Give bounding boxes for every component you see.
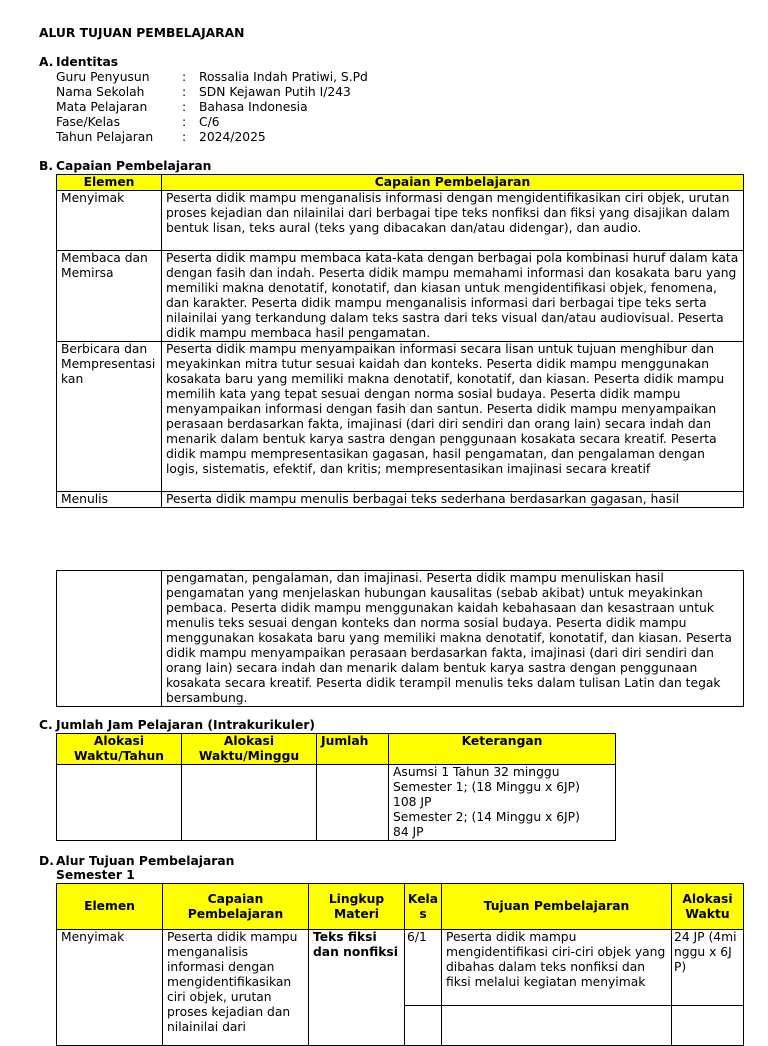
table-header-row xyxy=(57,175,744,191)
identity-label: Guru Penyusun xyxy=(56,70,150,84)
column-header-alokasi-minggu: Alokasi Waktu/Minggu xyxy=(182,734,317,765)
section-d-title: Alur Tujuan Pembelajaran xyxy=(56,854,235,868)
cell-tujuan: Peserta didik mampu mengidentifikasi ciri-ciri objek yang dibahas dalam teks nonfiksi dan fiksi melalui kegiatan menyimak xyxy=(442,930,672,1006)
section-b-title: Capaian Pembelajaran xyxy=(56,159,212,173)
cell-capaian: Peserta didik mampu menganalisis informasi dengan mengidentifikasikan ciri objek, urutan proses kejadian dan nilainilai dari xyxy=(163,930,309,1046)
table-row xyxy=(57,191,744,251)
cell-alokasi-minggu xyxy=(182,765,317,841)
table-row xyxy=(57,251,744,342)
section-a-title: Identitas xyxy=(56,55,119,69)
identity-separator: : xyxy=(182,100,187,114)
identity-row xyxy=(56,130,368,145)
section-c-title: Jumlah Jam Pelajaran (Intrakurikuler) xyxy=(56,718,316,732)
column-header-keterangan: Keterangan xyxy=(389,734,616,765)
keterangan-line: 108 JP xyxy=(393,795,432,809)
jam-pelajaran-table xyxy=(56,733,616,841)
identity-row xyxy=(56,70,368,85)
cell-lingkup: Teks fiksi dan nonfiksi xyxy=(309,930,405,1046)
cell-capaian: Peserta didik mampu menyampaikan informasi secara lisan untuk tujuan menghibur dan meyakinkan mitra tutur sesuai kaidah dan konteks. Peserta didik mampu menggunakan kosakata baru yang memiliki makna denotatif, konotatif, dan kiasan. Peserta didik mampu memilih kata yang tepat sesuai dengan norma sosial budaya. Peserta didik mampu menyampaikan informasi dengan fasih dan santun. Peserta didik mampu menyampaikan perasaan berdasarkan fakta, imajinasi (dari diri sendiri dan orang lain) secara indah dan menarik dalam bentuk karya sastra dengan penggunaan kosakata secara kreatif. Peserta didik mampu mempresentasikan gagasan, hasil pengamatan, dan pengalaman dengan logis, sistematis, efektif, dan kritis; mempresentasikan imajinasi secara kreatif xyxy=(162,342,744,492)
identity-separator: : xyxy=(182,85,187,99)
cell-alokasi-tahun xyxy=(57,765,182,841)
column-header-elemen: Elemen xyxy=(57,175,162,191)
identity-list xyxy=(56,70,368,145)
cell-tujuan-empty xyxy=(442,1006,672,1046)
cell-elemen: Menyimak xyxy=(57,191,162,251)
column-header-capaian: Capaian Pembelajaran xyxy=(163,884,309,930)
cell-alokasi: 24 JP (4minggu x 6JP) xyxy=(672,930,744,1006)
identity-label: Nama Sekolah xyxy=(56,85,145,99)
cell-kelas: 6/1 xyxy=(405,930,442,1006)
column-header-capaian: Capaian Pembelajaran xyxy=(162,175,744,191)
column-header-kelas: Kelas xyxy=(405,884,442,930)
cell-elemen: Menulis xyxy=(57,492,162,508)
keterangan-line: Semester 2; (14 Minggu x 6JP) xyxy=(393,810,580,824)
identity-row xyxy=(56,115,368,130)
identity-value: SDN Kejawan Putih I/243 xyxy=(199,85,351,99)
section-b-letter: B. xyxy=(39,159,54,173)
capaian-table-continuation xyxy=(56,570,744,707)
alur-tujuan-table xyxy=(56,883,744,1046)
table-header-row xyxy=(57,734,616,765)
cell-capaian: pengamatan, pengalaman, dan imajinasi. Peserta didik mampu menuliskan hasil pengamatan yang menjelaskan hubungan kausalitas (sebab akibat) untuk meyakinkan pembaca. Peserta didik mampu menggunakan kaidah kebahasaan dan kesastraan untuk menulis teks sesuai dengan konteks dan norma sosial budaya. Peserta didik mampu menggunakan kosakata baru yang memiliki makna denotatif, konotatif, dan kiasan. Peserta didik mampu menyampaikan perasaan berdasarkan fakta, imajinasi (dari diri sendiri dan orang lain) secara indah dan menarik dalam bentuk karya sastra dengan penggunaan kosakata secara kreatif. Peserta didik terampil menulis teks dalam tulisan Latin dan tegak bersambung. xyxy=(162,571,744,707)
cell-keterangan xyxy=(389,765,616,841)
cell-elemen: Membaca dan Memirsa xyxy=(57,251,162,342)
cell-kelas-empty xyxy=(405,1006,442,1046)
identity-row xyxy=(56,100,368,115)
identity-value: Rossalia Indah Pratiwi, S.Pd xyxy=(199,70,368,84)
document-title: ALUR TUJUAN PEMBELAJARAN xyxy=(39,26,245,40)
table-row xyxy=(57,930,744,1006)
cell-alokasi-empty xyxy=(672,1006,744,1046)
column-header-alokasi: Alokasi Waktu xyxy=(672,884,744,930)
cell-capaian: Peserta didik mampu menganalisis informasi dengan mengidentifikasikan ciri objek, urutan proses kejadian dan nilainilai dari berbagai tipe teks nonfiksi dan fiksi yang disajikan dalam bentuk lisan, teks aural (teks yang dibacakan dan/atau didengar), dan audio. xyxy=(162,191,744,251)
section-c-letter: C. xyxy=(39,718,53,732)
identity-value: 2024/2025 xyxy=(199,130,266,144)
table-row xyxy=(57,571,744,707)
identity-separator: : xyxy=(182,115,187,129)
keterangan-line: Semester 1; (18 Minggu x 6JP) xyxy=(393,780,580,794)
identity-label: Fase/Kelas xyxy=(56,115,120,129)
identity-value: Bahasa Indonesia xyxy=(199,100,308,114)
table-row xyxy=(57,765,616,841)
column-header-tujuan: Tujuan Pembelajaran xyxy=(442,884,672,930)
cell-jumlah xyxy=(317,765,389,841)
column-header-alokasi-tahun: Alokasi Waktu/Tahun xyxy=(57,734,182,765)
identity-label: Tahun Pelajaran xyxy=(56,130,154,144)
identity-value: C/6 xyxy=(199,115,220,129)
identity-row xyxy=(56,85,368,100)
cell-elemen: Berbicara dan Mempresentasikan xyxy=(57,342,162,492)
identity-separator: : xyxy=(182,130,187,144)
cell-capaian: Peserta didik mampu menulis berbagai teks sederhana berdasarkan gagasan, hasil xyxy=(162,492,744,508)
keterangan-line: Asumsi 1 Tahun 32 minggu xyxy=(393,765,560,779)
table-row xyxy=(57,342,744,492)
column-header-elemen: Elemen xyxy=(57,884,163,930)
section-a-letter: A. xyxy=(39,55,54,69)
section-d-subtitle: Semester 1 xyxy=(56,868,135,882)
section-d-letter: D. xyxy=(39,854,54,868)
cell-capaian: Peserta didik mampu membaca kata-kata dengan berbagai pola kombinasi huruf dalam kata dengan fasih dan indah. Peserta didik mampu memahami informasi dan kosakata baru yang memiliki makna denotatif, konotatif, dan kiasan untuk mengidentifikasi objek, fenomena, dan karakter. Peserta didik mampu menganalisis informasi dari berbagai tipe teks serta nilainilai yang terkandung dalam teks sastra dari teks visual dan/atau audiovisual. Peserta didik mampu membaca hasil pengamatan. xyxy=(162,251,744,342)
table-header-row xyxy=(57,884,744,930)
table-row xyxy=(57,492,744,508)
capaian-table xyxy=(56,174,744,508)
cell-elemen: Menyimak xyxy=(57,930,163,1046)
identity-separator: : xyxy=(182,70,187,84)
cell-elemen-empty xyxy=(57,571,162,707)
identity-label: Mata Pelajaran xyxy=(56,100,148,114)
column-header-lingkup: Lingkup Materi xyxy=(309,884,405,930)
keterangan-line: 84 JP xyxy=(393,825,424,839)
column-header-jumlah: Jumlah xyxy=(317,734,389,765)
